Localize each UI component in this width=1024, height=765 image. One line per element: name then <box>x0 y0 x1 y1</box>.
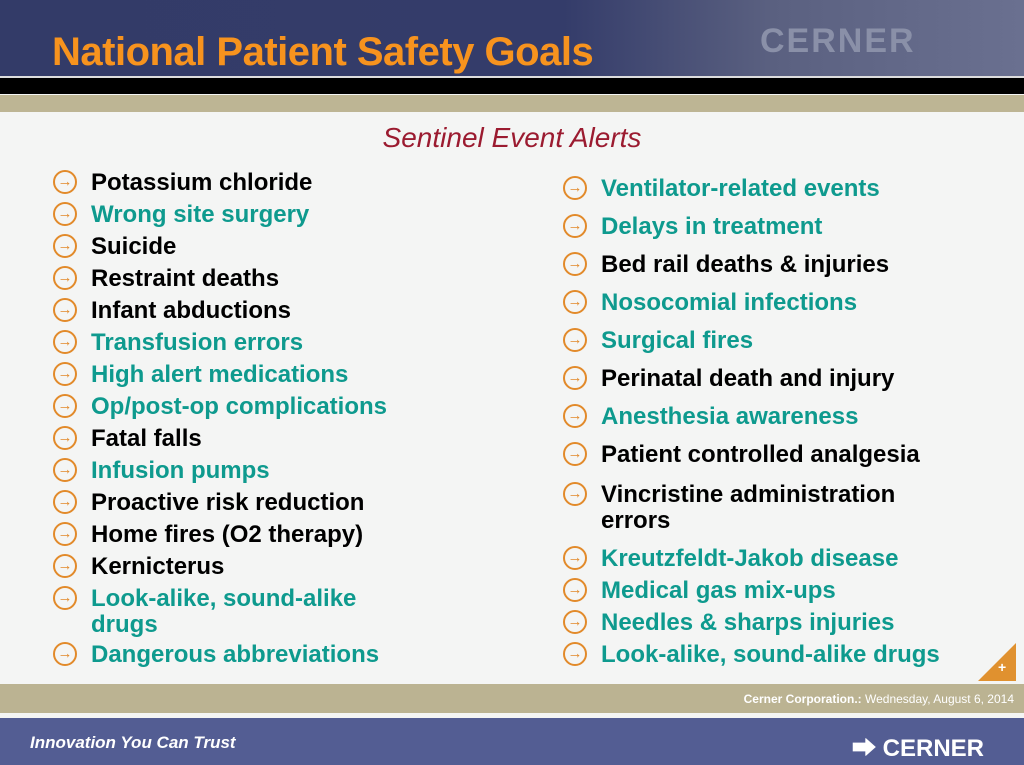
list-item <box>567 545 941 572</box>
list-item-label: Kreutzfeldt-Jakob disease <box>601 545 899 572</box>
arrow-circle-icon: → <box>53 394 77 418</box>
arrow-circle-icon: → <box>563 290 587 314</box>
list-item <box>567 289 941 316</box>
list-item-label: Delays in treatment <box>601 213 823 240</box>
divider <box>0 76 1024 94</box>
list-item <box>567 441 941 468</box>
list-item-label: Nosocomial infections <box>601 289 858 316</box>
list-item-label: Fatal falls <box>91 425 202 452</box>
list-item <box>57 457 421 484</box>
list-item <box>57 297 421 324</box>
subtitle: Sentinel Event Alerts <box>382 122 642 153</box>
cerner-logo-header: CERNER <box>760 22 916 60</box>
list-item <box>567 327 941 354</box>
list-item-label: Perinatal death and injury <box>601 365 895 392</box>
list-item-label: Look-alike, sound-alike drugs <box>601 641 940 668</box>
list-item <box>57 489 421 516</box>
arrow-circle-icon: → <box>53 458 77 482</box>
arrow-circle-icon: → <box>53 234 77 258</box>
list-item <box>57 201 421 228</box>
list-item-label: Vincristine administration errors <box>601 481 896 534</box>
list-item <box>567 481 941 534</box>
list-item <box>57 641 421 668</box>
list-item-label: Patient controlled analgesia <box>601 441 920 468</box>
logo-text: CERNER <box>882 735 985 762</box>
arrow-circle-icon: → <box>563 366 587 390</box>
list-item-label: Restraint deaths <box>91 265 280 292</box>
arrow-circle-icon: → <box>53 330 77 354</box>
footer-text <box>744 692 1014 706</box>
list-item <box>57 329 421 356</box>
arrow-circle-icon: → <box>563 578 587 602</box>
list-item <box>57 361 421 388</box>
list-item <box>567 403 941 430</box>
list-item-label: Op/post-op complications <box>91 393 388 420</box>
list-item <box>57 233 421 260</box>
list-item-label: Medical gas mix-ups <box>601 577 836 604</box>
list-item-label: Suicide <box>91 233 177 260</box>
list-item-label: Infusion pumps <box>91 457 270 484</box>
date: Wednesday, August 6, 2014 <box>865 692 1014 706</box>
arrow-circle-icon: → <box>563 176 587 200</box>
list-item <box>57 393 421 420</box>
arrow-circle-icon: → <box>563 482 587 506</box>
arrow-circle-icon: → <box>53 362 77 386</box>
page-title: National Patient Safety Goals <box>52 30 594 74</box>
list-item-label: Home fires (O2 therapy) <box>91 521 364 548</box>
list-item-label: High alert medications <box>91 361 349 388</box>
arrow-circle-icon: → <box>53 586 77 610</box>
plus-icon[interactable]: + <box>998 659 1007 675</box>
list-item-label: Dangerous abbreviations <box>91 641 380 668</box>
list-item <box>567 641 941 668</box>
cerner-logo-footer: ⮕ CERNER <box>852 735 985 762</box>
arrow-circle-icon: → <box>563 328 587 352</box>
arrow-circle-icon: → <box>563 642 587 666</box>
list-item <box>57 585 421 638</box>
list-item <box>567 175 941 202</box>
arrow-circle-icon: → <box>563 546 587 570</box>
arrow-circle-icon: → <box>563 404 587 428</box>
list-item <box>567 213 941 240</box>
arrow-circle-icon: → <box>563 442 587 466</box>
arrow-circle-icon: → <box>53 554 77 578</box>
list-item <box>57 265 421 292</box>
list-item <box>57 425 421 452</box>
list-item-label: Ventilator-related events <box>601 175 880 202</box>
list-item-label: Infant abductions <box>91 297 291 324</box>
list-item-label: Proactive risk reduction <box>91 489 365 516</box>
list-item-label: Surgical fires <box>601 327 754 354</box>
arrow-circle-icon: → <box>563 610 587 634</box>
arrow-circle-icon: → <box>53 642 77 666</box>
arrow-circle-icon: → <box>53 170 77 194</box>
arrow-circle-icon: → <box>563 214 587 238</box>
arrow-circle-icon: → <box>53 522 77 546</box>
list-item-label: Look-alike, sound-alike drugs <box>91 585 357 638</box>
list-item-label: Needles & sharps injuries <box>601 609 895 636</box>
arrow-circle-icon: → <box>53 298 77 322</box>
list-item-label: Anesthesia awareness <box>601 403 859 430</box>
arrow-circle-icon: → <box>53 202 77 226</box>
list-item <box>567 365 941 392</box>
tagline: Innovation You Can Trust <box>30 733 236 752</box>
arrow-circle-icon: → <box>563 252 587 276</box>
plus-corner[interactable] <box>978 643 1016 681</box>
company: Cerner Corporation.: <box>743 692 862 706</box>
list-item-label: Bed rail deaths & injuries <box>601 251 890 278</box>
list-item <box>567 609 941 636</box>
list-item-label: Potassium chloride <box>91 169 313 196</box>
arrow-circle-icon: → <box>53 490 77 514</box>
list-item-label: Wrong site surgery <box>91 201 310 228</box>
list-item-label: Kernicterus <box>91 553 225 580</box>
list-item <box>567 577 941 604</box>
list-item-label: Transfusion errors <box>91 329 304 356</box>
divider <box>0 95 1024 112</box>
arrow-circle-icon: → <box>53 426 77 450</box>
list-item <box>57 553 421 580</box>
list-item <box>57 521 421 548</box>
list-item <box>57 169 421 196</box>
list-item <box>567 251 941 278</box>
arrow-circle-icon: → <box>53 266 77 290</box>
